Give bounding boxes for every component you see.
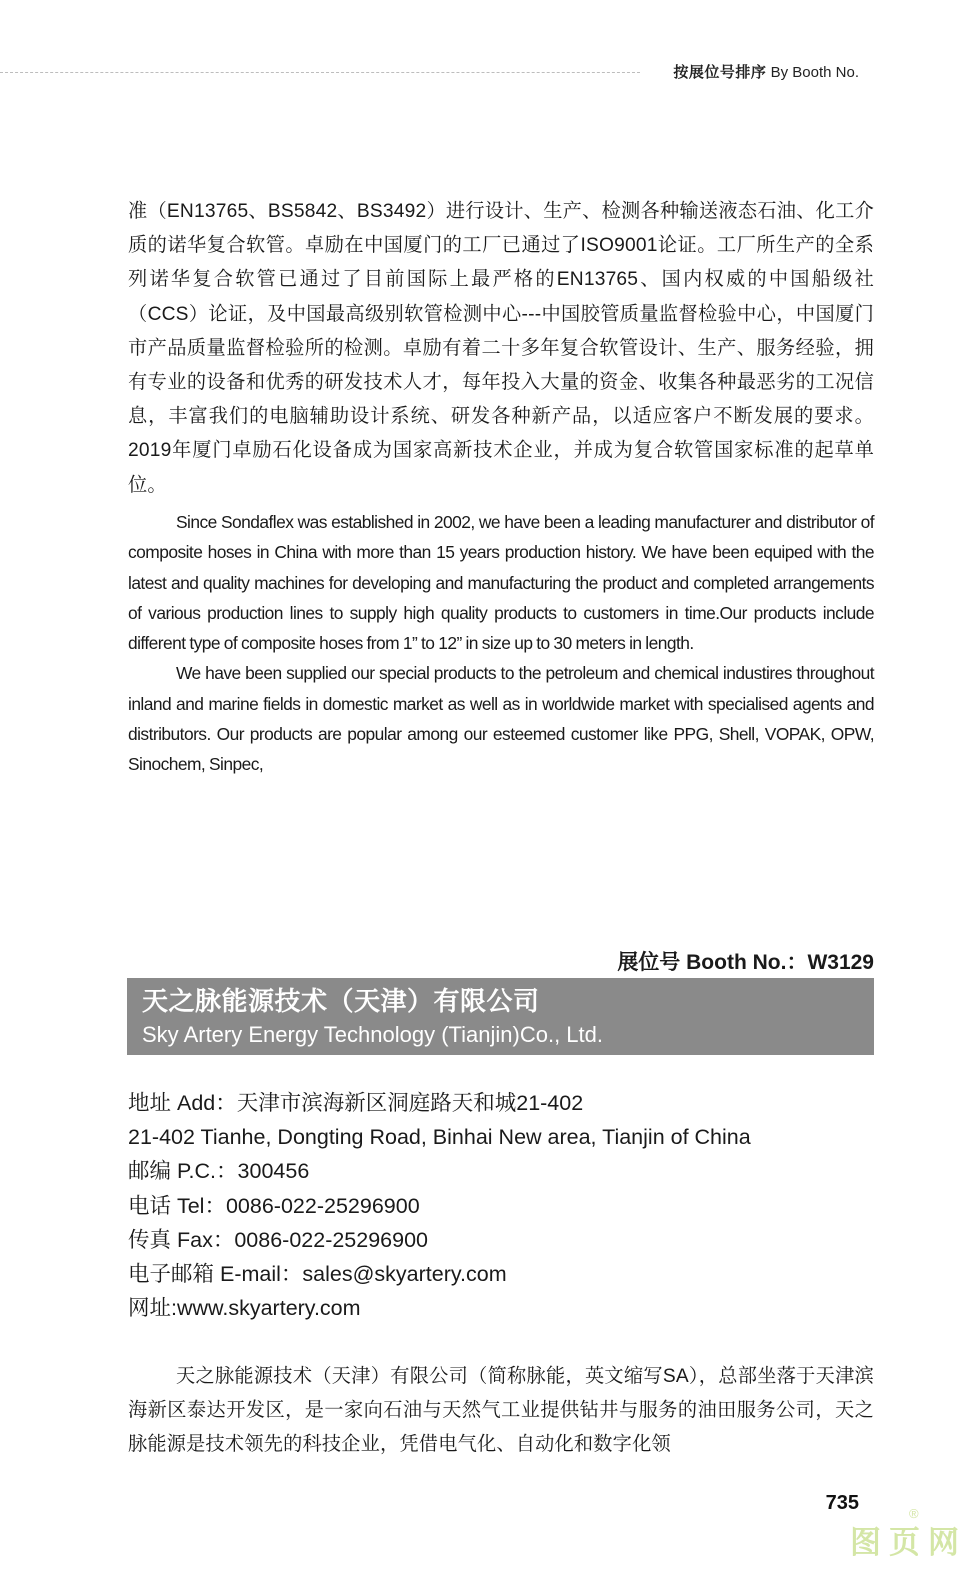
page-number: 735: [825, 1492, 859, 1514]
contact-address-en: [128, 1120, 751, 1154]
contact-website-link[interactable]: www.skyartery.com: [176, 1296, 361, 1321]
contact-email: [128, 1257, 751, 1291]
contact-label: 电子邮箱 E-mail：: [128, 1262, 303, 1287]
company-name-zh: 天之脉能源技术（天津）有限公司: [142, 986, 540, 1016]
company-intro-zh: 天之脉能源技术（天津）有限公司（简称脉能，英文缩写SA），总部坐落于天津滨海新区泰达开发区，是一家向石油与天然气工业提供钻井与服务的油田服务公司，天之脉能源是技术领先的科技企业，凭借电气化、自动化和数字化领: [128, 1366, 874, 1456]
previous-company-description-en: [128, 507, 874, 780]
header-divider: [0, 72, 640, 73]
contact-info: [128, 1086, 751, 1325]
contact-address-zh: [128, 1086, 751, 1120]
booth-number-label: [617, 946, 874, 976]
contact-value: 天津市滨海新区洞庭路天和城21-402: [236, 1091, 584, 1115]
registered-mark-icon: ®: [909, 1506, 919, 1521]
contact-value: 0086-022-25296900: [225, 1193, 420, 1218]
contact-website: [128, 1291, 751, 1325]
running-header: [673, 61, 859, 82]
watermark-logo: 图页网: [850, 1525, 967, 1560]
contact-label: 电话 Tel：: [128, 1193, 226, 1218]
contact-label: 地址 Add：: [128, 1091, 237, 1115]
contact-label: 邮编 P.C.：: [128, 1159, 238, 1184]
section-title-en: By Booth No.: [770, 64, 859, 81]
contact-value: 0086-022-25296900: [234, 1227, 429, 1252]
previous-company-description-zh: 准（EN13765、BS5842、BS3492）进行设计、生产、检测各种输送液态石油、化工介质的诺华复合软管。卓励在中国厦门的工厂已通过了ISO9001论证。工厂所生产的全系列诺华复合软管已通过了目前国际上最严格的EN13765、国内权威的中国船级社（CCS）论证，及中国最高级别软管检测中心---中国胶管质量监督检验中心，中国厦门市产品质量监督检验所的检测。卓励有着二十多年复合软管设计、生产、服务经验，拥有专业的设备和优秀的研发技术人才，每年投入大量的资金、收集各种最恶劣的工况信息，丰富我们的电脑辅助设计系统、研发各种新产品，以适应客户不断发展的要求。2019年厦门卓励石化设备成为国家高新技术企业，并成为复合软管国家标准的起草单位。: [128, 201, 874, 496]
contact-label: 网址:: [128, 1296, 177, 1321]
contact-email-link[interactable]: sales@skyartery.com: [302, 1262, 507, 1287]
contact-postcode: [128, 1154, 751, 1188]
company-name-banner: [127, 978, 874, 1055]
contact-value: 21-402 Tianhe, Dongting Road, Binhai New area, Tianjin of China: [128, 1125, 751, 1150]
contact-telephone: [128, 1189, 751, 1223]
en-paragraph: We have been supplied our special products to the petroleum and chemical industires throughout inland and marine fields in domestic market as well as in worldwide market with specialised agents and distributors. Our products are popular among our esteemed customer like PPG, Shell, VOPAK, OPW, Sinochem, Sinpec,: [128, 663, 874, 775]
company-name-en: Sky Artery Energy Technology (Tianjin)Co., Ltd.: [142, 1022, 603, 1047]
section-title-zh: 按展位号排序: [673, 64, 767, 81]
en-paragraph: Since Sondaflex was established in 2002, we have been a leading manufacturer and distributor of composite hoses in China with more than 15 years production history. We have been equiped with the latest and quality machines for developing and manufacturing the product and completed arrangements of various production lines to supply high quality products to customers in time.Our products include different type of composite hoses from 1” to 12” in size up to 30 meters in length.: [128, 512, 874, 654]
contact-label: 传真 Fax：: [128, 1227, 235, 1252]
contact-value: 300456: [237, 1159, 310, 1184]
booth-label: 展位号 Booth No.：: [617, 951, 808, 974]
contact-fax: [128, 1223, 751, 1257]
booth-number: W3129: [807, 951, 874, 974]
